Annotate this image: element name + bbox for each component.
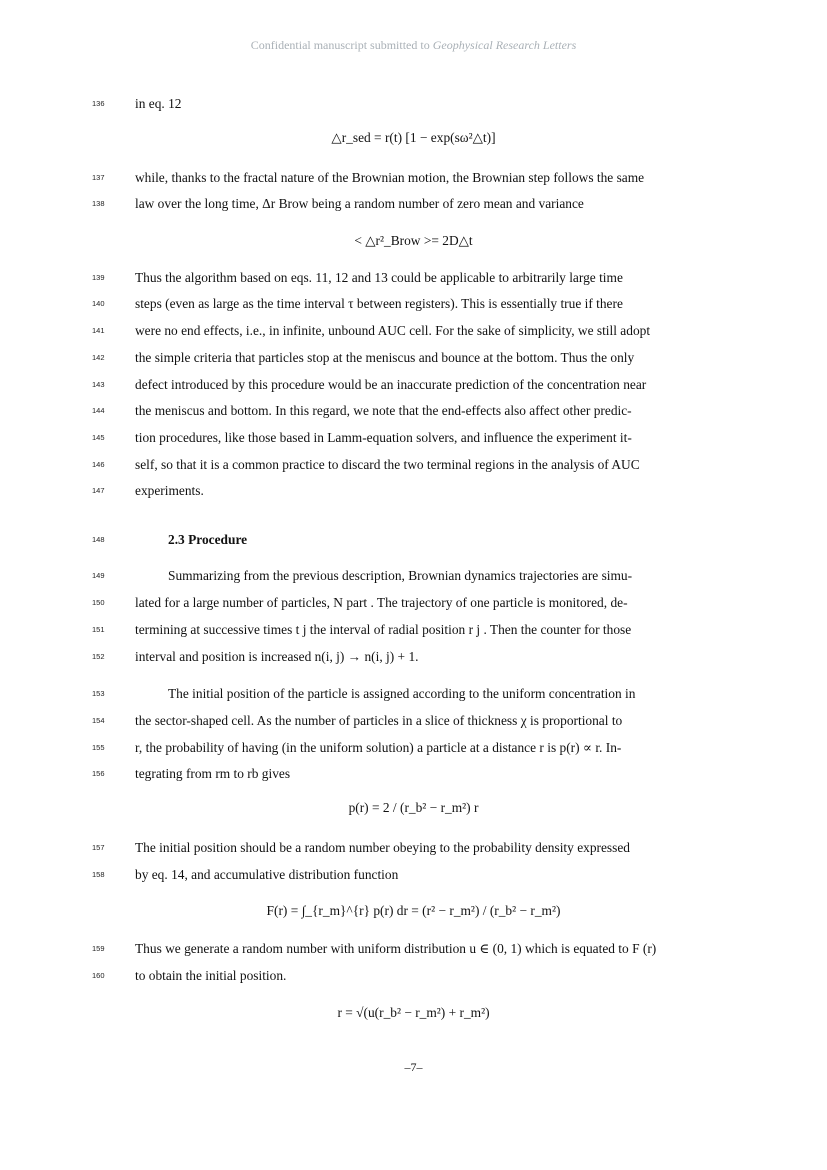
equation-14-text: p(r) = 2 / (r_b² − r_m²) r [348,800,479,815]
body-line: the simple criteria that particles stop at the meniscus and bounce at the bottom. Thus the only [135,350,635,365]
line-number: 138 [92,199,105,208]
body-line: interval and position is increased n(i, j) → n(i, j) + 1. [135,649,419,664]
line-number: 144 [92,406,105,415]
equation-14 [0,800,827,816]
journal-name: Geophysical Research Letters [432,38,577,52]
line-number: 146 [92,460,105,469]
body-line: defect introduced by this procedure would be an inaccurate prediction of the concentration near [135,377,647,392]
body-line: Summarizing from the previous description, Brownian dynamics trajectories are simu- [168,568,633,583]
line-number: 150 [92,598,105,607]
body-line: tegrating from rm to rb gives [135,766,291,781]
line-number: 155 [92,743,105,752]
body-line: steps (even as large as the time interval τ between registers). This is essentially true if there [135,296,623,311]
body-line: Thus the algorithm based on eqs. 11, 12 and 13 could be applicable to arbitrarily large time [135,270,623,285]
equation-15 [0,903,827,919]
body-line: law over the long time, Δr Brow being a random number of zero mean and variance [135,196,584,211]
body-line: were no end effects, i.e., in infinite, unbound AUC cell. For the sake of simplicity, we still adopt [135,323,651,338]
body-line: lated for a large number of particles, N part . The trajectory of one particle is monitored, de- [135,595,628,610]
running-header [0,38,827,53]
body-line: self, so that it is a common practice to discard the two terminal regions in the analysis of AUC [135,457,640,472]
equation-15-text: F(r) = ∫_{r_m}^{r} p(r) dr = (r² − r_m²) / (r_b² − r_m²) [266,903,561,918]
body-line: by eq. 14, and accumulative distribution function [135,867,399,882]
line-number: 145 [92,433,105,442]
line-number: 142 [92,353,105,362]
line-number: 156 [92,769,105,778]
line-number: 140 [92,299,105,308]
equation-13 [0,233,827,249]
line-number: 154 [92,716,105,725]
body-line: The initial position should be a random number obeying to the probability density expressed [135,840,630,855]
line-number: 149 [92,571,105,580]
line-number: 139 [92,273,105,282]
body-line: experiments. [135,483,204,498]
equation-13-text: < △r²_Brow >= 2D△t [354,233,473,248]
equation-12-text: △r_sed = r(t) [1 − exp(sω²△t)] [331,130,496,145]
body-line: while, thanks to the fractal nature of the Brownian motion, the Brownian step follows the same [135,170,645,185]
body-line: to obtain the initial position. [135,968,287,983]
line-number: 157 [92,843,105,852]
body-line: Thus we generate a random number with uniform distribution u ∈ (0, 1) which is equated to F (r) [135,941,657,956]
body-line: the sector-shaped cell. As the number of particles in a slice of thickness χ is proportional to [135,713,623,728]
body-line: termining at successive times t j the interval of radial position r j . Then the counter for those [135,622,632,637]
line-number: 136 [92,99,105,108]
line-number: 151 [92,625,105,634]
line-number: 158 [92,870,105,879]
line-number: 137 [92,173,105,182]
body-line: the meniscus and bottom. In this regard, we note that the end-effects also affect other predic- [135,403,632,418]
line-number: 152 [92,652,105,661]
header-prefix: Confidential manuscript submitted to [250,38,433,52]
line-number: 141 [92,326,105,335]
equation-12 [0,130,827,146]
equation-16-text: r = √(u(r_b² − r_m²) + r_m²) [337,1005,490,1020]
body-line: r, the probability of having (in the uniform solution) a particle at a distance r is p(r) ∝ r. In- [135,740,622,755]
line-number: 153 [92,689,105,698]
body-line: The initial position of the particle is assigned according to the uniform concentration in [168,686,636,701]
line-number: 160 [92,971,105,980]
line-number: 159 [92,944,105,953]
line-number: 147 [92,486,105,495]
line-number: 148 [92,535,105,544]
section-heading: 2.3 Procedure [168,532,248,547]
line-number: 143 [92,380,105,389]
body-line: in eq. 12 [135,96,182,111]
equation-16 [0,1005,827,1021]
body-line: tion procedures, like those based in Lamm-equation solvers, and influence the experiment it- [135,430,632,445]
page-number: –7– [404,1060,423,1074]
